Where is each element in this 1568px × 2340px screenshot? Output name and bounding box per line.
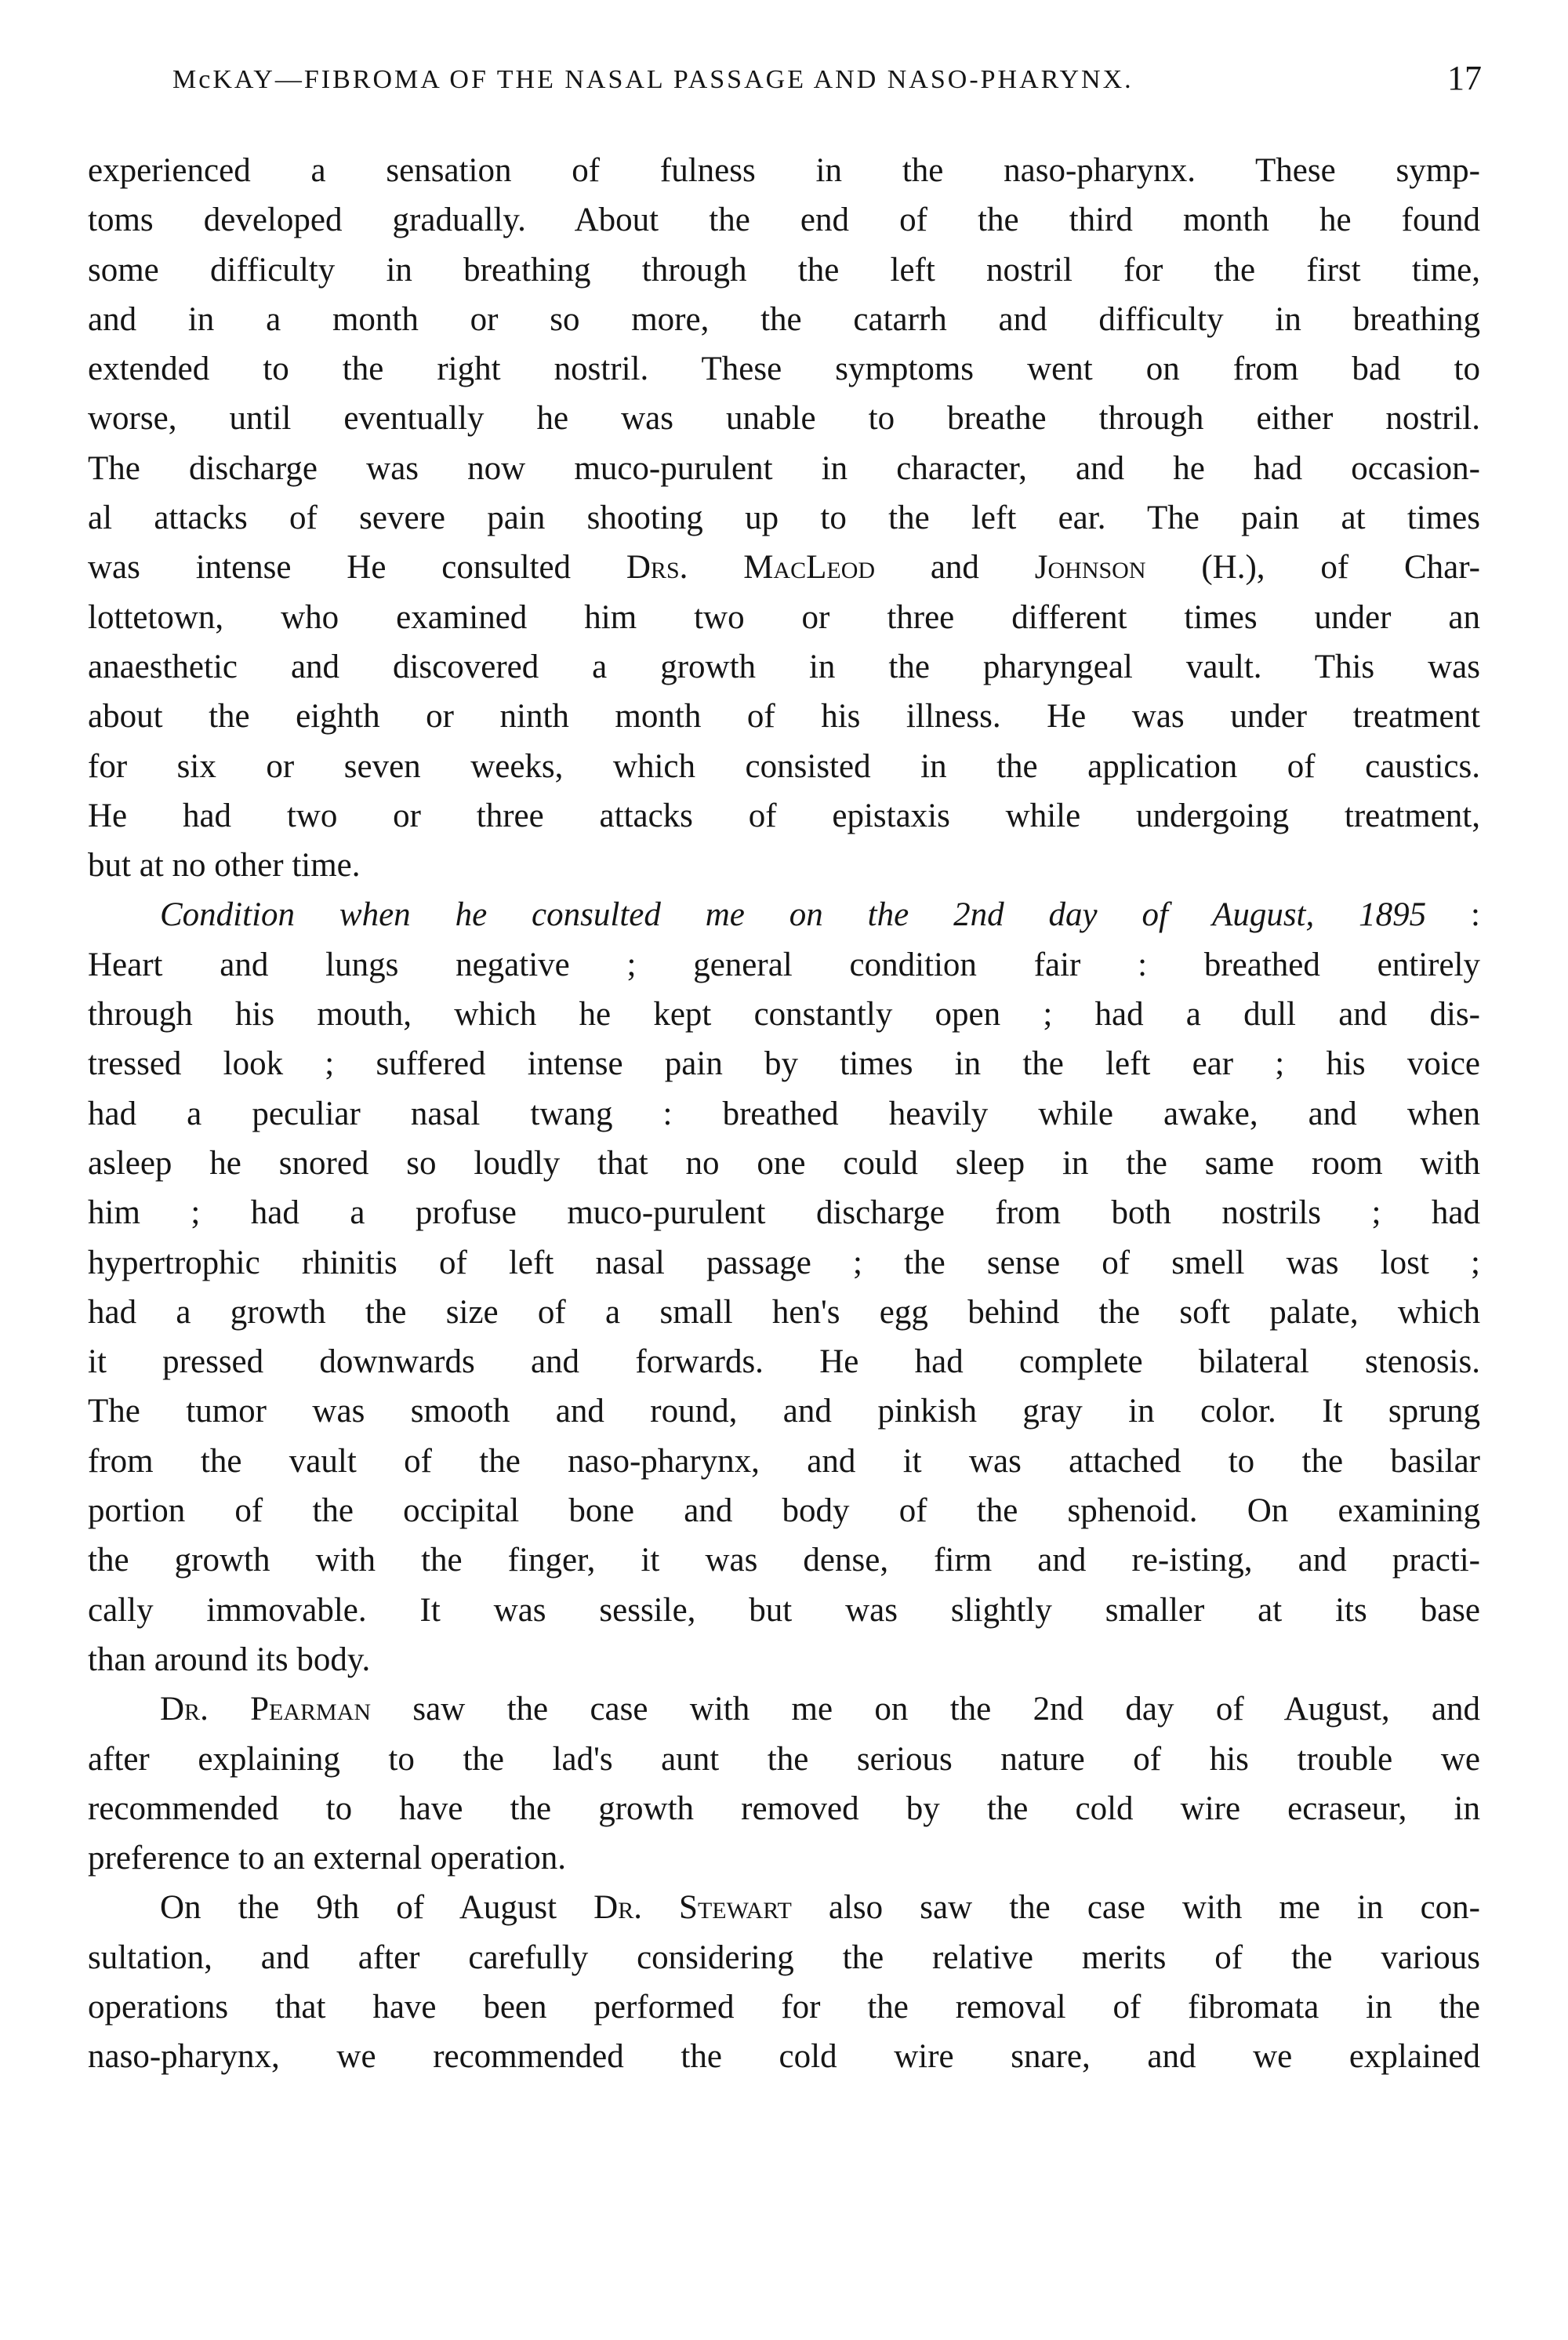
text-line: from the vault of the naso-pharynx, and it was attached to the basilar [88,1442,1480,1480]
body-text [88,146,1480,2082]
paragraph [88,890,1480,1684]
text-line: operations that have been performed for the removal of fibromata in the [88,1988,1480,2026]
text-line [88,1883,1480,1932]
text-line [88,543,1480,592]
text-run: : [1426,896,1480,934]
paragraph [88,146,1480,890]
text-line: sultation, and after carefully considering the relative merits of the various [88,1938,1480,1976]
text-line: cally immovable. It was sessile, but was slightly smaller at its base [88,1591,1480,1629]
text-run: also saw the case with me in con- [791,1889,1480,1927]
text-line [88,1684,1480,1734]
text-run: On the 9th of August [160,1889,594,1927]
text-run: saw the case with me on the 2nd day of August, and [371,1691,1480,1728]
text-line: through his mouth, which he kept constantly open ; had a dull and dis- [88,996,1480,1034]
text-line: The discharge was now muco-purulent in character, and he had occasion- [88,449,1480,487]
paragraph [88,1684,1480,1883]
doctor-name: Dr. Pearman [160,1691,372,1728]
text-line: portion of the occipital bone and body of the sphenoid. On examining [88,1492,1480,1530]
text-line: had a peculiar nasal twang : breathed heavily while awake, and when [88,1095,1480,1132]
text-line: Heart and lungs negative ; general condition fair : breathed entirely [88,946,1480,983]
text-line [88,890,1480,939]
text-line: lottetown, who examined him two or three different times under an [88,598,1480,636]
text-line: it pressed downwards and forwards. He had complete bilateral stenosis. [88,1343,1480,1381]
text-line: worse, until eventually he was unable to breathe through either nostril. [88,400,1480,438]
text-line: but at no other time. [88,847,361,885]
italic-heading: Condition when he consulted me on the 2nd day of August, 1895 [160,896,1427,934]
text-run: (H.), of Char- [1145,549,1481,587]
text-line: He had two or three attacks of epistaxis while undergoing treatment, [88,797,1480,834]
text-line: extended to the right nostril. These symptoms went on from bad to [88,351,1480,388]
page-number: 17 [1447,59,1482,97]
text-line: hypertrophic rhinitis of left nasal passage ; the sense of smell was lost ; [88,1244,1480,1281]
text-line: and in a month or so more, the catarrh and difficulty in breathing [88,300,1480,338]
running-head: McKAY—FIBROMA OF THE NASAL PASSAGE AND NASO-PHARYNX. [172,65,1134,94]
text-line: about the eighth or ninth month of his illness. He was under treatment [88,698,1480,736]
doctor-name: Dr. Stewart [593,1889,792,1927]
text-line: The tumor was smooth and round, and pinkish gray in color. It sprung [88,1393,1480,1430]
text-line: than around its body. [88,1641,371,1678]
text-line: after explaining to the lad's aunt the serious nature of his trouble we [88,1740,1480,1778]
text-line: some difficulty in breathing through the left nostril for the first time, [88,251,1480,289]
text-line: experienced a sensation of fulness in the naso-pharynx. These symp- [88,152,1480,189]
text-line: him ; had a profuse muco-purulent discharge from both nostrils ; had [88,1194,1480,1232]
doctor-name: Johnson [1034,549,1146,587]
text-line: for six or seven weeks, which consisted in the application of caustics. [88,747,1480,785]
text-line: preference to an external operation. [88,1840,567,1877]
text-line: naso-pharynx, we recommended the cold wire snare, and we explained [88,2038,1480,2076]
doctor-names: Drs. MacLeod [626,549,876,587]
text-line: asleep he snored so loudly that no one could sleep in the same room with [88,1144,1480,1182]
text-line: recommended to have the growth removed by the cold wire ecraseur, in [88,1790,1480,1827]
text-line: the growth with the finger, it was dense, firm and re-isting, and practi- [88,1542,1480,1579]
text-line: anaesthetic and discovered a growth in the pharyngeal vault. This was [88,648,1480,685]
paragraph [88,1883,1480,2081]
text-run: was intense He consulted [88,549,626,587]
text-line: had a growth the size of a small hen's egg behind the soft palate, which [88,1293,1480,1331]
text-line: al attacks of severe pain shooting up to the left ear. The pain at times [88,500,1480,537]
text-line: tressed look ; suffered intense pain by times in the left ear ; his voice [88,1045,1480,1083]
text-run: and [875,549,1035,587]
text-line: toms developed gradually. About the end of the third month he found [88,202,1480,239]
